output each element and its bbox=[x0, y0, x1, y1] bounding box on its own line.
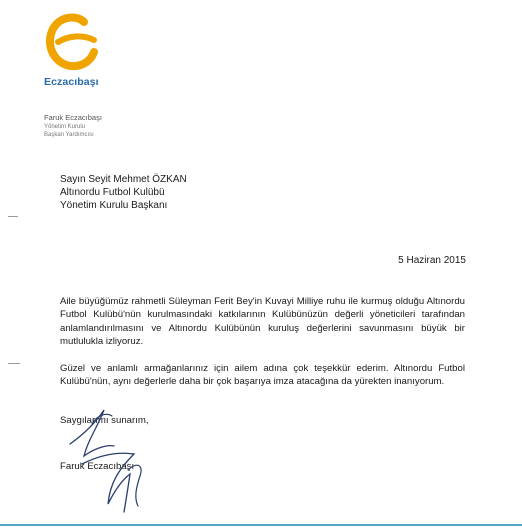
letter-date: 5 Haziran 2015 bbox=[398, 255, 466, 266]
recipient-block bbox=[60, 173, 187, 212]
eczacibasi-logo-icon bbox=[44, 12, 100, 74]
sender-title-line1: Yönetim Kurulu bbox=[44, 123, 86, 130]
closing-line: Saygılarımı sunarım, bbox=[60, 415, 149, 426]
handwritten-signature bbox=[62, 404, 162, 514]
body-paragraph-1: Aile büyüğümüz rahmetli Süleyman Ferit Bey'in Kuvayi Milliye ruhu ile kurmuş olduğu Altınordu Futbol Kulübü'nün kurulmasındaki katkılarının Kulübünüzün değerli yöneticileri tarafından anlamlandırılmasını ve Altınordu Kulübünün kuruluş değerlerini savunmasını büyük bir mutlulukla izliyoruz. bbox=[60, 296, 465, 347]
fold-mark bbox=[8, 363, 20, 364]
recipient-title: Yönetim Kurulu Başkanı bbox=[60, 200, 168, 211]
fold-mark bbox=[8, 216, 18, 217]
sender-title-line2: Başkan Yardımcısı bbox=[44, 132, 94, 138]
body-paragraph-2: Güzel ve anlamlı armağanlarınız için ailem adına çok teşekkür ederim. Altınordu Futbol Kulübü'nün, aynı değerlerle daha bir çok başarıya imza atacağına da yürekten inanıyorum. bbox=[60, 363, 465, 388]
signer-name: Faruk Eczacıbaşı bbox=[60, 461, 135, 472]
recipient-organization: Altınordu Futbol Kulübü bbox=[60, 187, 165, 198]
footer-rule bbox=[0, 524, 522, 526]
sender-block bbox=[44, 114, 102, 140]
brand-name: Eczacıbaşı bbox=[44, 76, 99, 88]
recipient-name: Sayın Seyit Mehmet ÖZKAN bbox=[60, 174, 187, 185]
sender-name: Faruk Eczacıbaşı bbox=[44, 113, 102, 122]
